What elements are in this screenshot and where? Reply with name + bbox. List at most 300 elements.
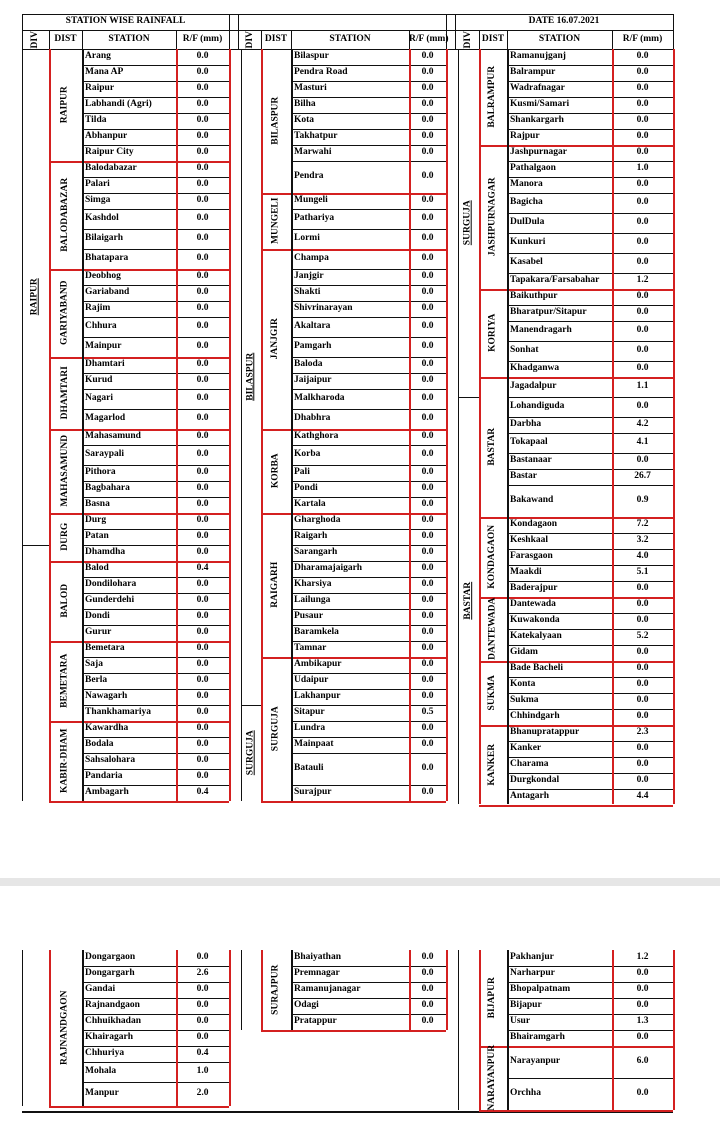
district-label-label: MAHASAMUND [59,435,70,507]
grid-line [507,485,673,486]
grid-line [82,657,229,658]
grid-line [82,950,84,1106]
station-rainfall: 0.0 [196,99,209,109]
grid-line [291,81,446,82]
grid-line [82,249,229,250]
grid-line [507,773,673,774]
station-name: Dharamajaigarh [294,563,363,573]
station-rainfall: 0.0 [196,659,209,669]
district-label [261,193,291,249]
grid-line [446,49,448,801]
station-name: Usur [510,1016,531,1026]
station-name: Sahsalohara [85,755,136,765]
station-name: Deobhog [85,271,121,281]
station-rainfall: 0.4 [196,563,209,573]
station-rainfall: 0.0 [421,952,434,962]
station-name: Gharghoda [294,515,341,525]
district-label-label: SUKMA [487,675,498,711]
station-rainfall: 2.3 [636,727,649,737]
district-label-label: DURG [59,523,70,551]
station-name: Pithora [85,467,116,477]
district-label-label: JANJGIR [270,318,281,360]
grid-line [82,593,229,594]
station-name: Dongargaon [85,952,136,962]
station-name: Mungeli [294,195,328,205]
division-label-label: BASTAR [462,582,473,620]
station-name: Manpur [85,1088,119,1098]
station-rainfall: 0.0 [196,195,209,205]
station-rainfall: 0.9 [636,495,649,505]
district-label-label: RAIGARH [270,562,281,608]
station-name: Chhura [85,321,117,331]
grid-line [291,97,446,98]
grid-line [22,30,673,31]
station-name: Narayanpur [510,1056,561,1066]
station-name: Kota [294,115,315,125]
grid-line [82,445,229,446]
district-label [49,641,82,721]
grid-line [291,625,446,626]
station-rainfall: 0.0 [196,531,209,541]
district-label-label: DHAMTARI [59,366,70,420]
station-name: Batauli [294,763,324,773]
station-rainfall: 0.0 [196,375,209,385]
station-name: Ramanujganj [510,51,566,61]
station-rainfall: 0.0 [196,147,209,157]
district-label [479,49,507,145]
station-name: Korba [294,449,321,459]
grid-line [82,97,229,98]
grid-line [291,357,446,358]
station-rainfall: 0.0 [636,401,649,411]
station-rainfall: 0.0 [421,271,434,281]
station-name: Bastanaar [510,455,552,465]
station-name: Pendra Road [294,67,348,77]
grid-line [507,417,673,418]
station-rainfall: 0.0 [421,659,434,669]
station-name: Bhatapara [85,253,129,263]
division-label [458,397,479,805]
grid-line [261,950,263,1030]
header-div-2 [458,30,479,49]
station-name: Pandaria [85,771,123,781]
station-name: Durgkondal [510,775,560,785]
grid-line [291,641,446,642]
station-name: Kanker [510,743,542,753]
grid-line [507,966,673,967]
station-rainfall: 5.1 [636,567,649,577]
grid-line [22,950,23,1106]
station-rainfall: 0.0 [636,217,649,227]
station-name: Balodabazar [85,163,137,173]
station-rainfall: 0.0 [636,99,649,109]
grid-line [22,545,49,546]
station-rainfall: 0.0 [636,647,649,657]
station-rainfall: 0.0 [421,449,434,459]
grid-line [507,549,673,550]
station-rainfall: 0.0 [421,499,434,509]
grid-line [507,789,673,790]
grid-line [291,950,293,1030]
district-label [479,597,507,661]
station-name: Lailunga [294,595,331,605]
grid-line [507,645,673,646]
station-name: Marwahi [294,147,332,157]
station-name: Tilda [85,115,107,125]
grid-line [82,301,229,302]
district-label-label: RAIPUR [59,86,70,124]
station-name: Premnagar [294,968,340,978]
station-rainfall: 0.0 [196,287,209,297]
station-rainfall: 0.0 [196,253,209,263]
station-rainfall: 0.0 [636,83,649,93]
district-label [479,145,507,289]
grid-line [507,1030,673,1031]
grid-line [82,737,229,738]
station-rainfall: 3.2 [636,535,649,545]
division-label [241,49,261,705]
station-rainfall: 1.3 [636,1016,649,1026]
station-name: Lormi [294,233,320,243]
grid-line [291,145,446,146]
district-label [479,661,507,725]
station-rainfall: 0.0 [421,131,434,141]
header-rf-2: R/F (mm) [622,33,663,44]
station-name: Masturi [294,83,327,93]
station-name: Baikuthpur [510,291,558,301]
station-rainfall: 0.0 [636,695,649,705]
grid-line [82,753,229,754]
station-name: Takhatpur [294,131,338,141]
station-name: Gurur [85,627,112,637]
grid-line [49,49,51,801]
station-rainfall: 0.0 [196,984,209,994]
district-label [261,513,291,657]
grid-line [291,285,446,286]
station-rainfall: 2.6 [196,968,209,978]
station-name: Baderajpur [510,583,558,593]
header-div-0 [22,30,49,49]
station-rainfall: 0.0 [421,147,434,157]
station-rainfall: 0.0 [636,711,649,721]
grid-line [291,229,446,230]
station-name: Bhairamgarh [510,1032,565,1042]
grid-line [507,233,673,234]
grid-line [507,1046,673,1048]
station-rainfall: 0.0 [421,233,434,243]
station-name: Dhamdha [85,547,126,557]
title-station-wise-rainfall: STATION WISE RAINFALL [65,16,186,26]
station-rainfall: 0.0 [421,115,434,125]
station-name: Bhopalpatnam [510,984,571,994]
grid-line [507,253,673,254]
station-name: Saraypali [85,449,125,459]
station-name: Simga [85,195,111,205]
grid-line [507,397,673,398]
grid-line [261,801,291,803]
district-label [49,269,82,357]
station-rainfall: 0.0 [421,359,434,369]
station-name: Mainpur [85,341,122,351]
station-name: Patan [85,531,109,541]
station-name: Ambikapur [294,659,342,669]
station-name: Dondi [85,611,110,621]
grid-line [507,129,673,130]
legend-item-isolated [238,1065,447,1087]
grid-line [673,14,674,49]
station-rainfall: 0.0 [196,271,209,281]
division-label [22,49,49,545]
station-rainfall: 0.5 [421,707,434,717]
grid-line [82,389,229,390]
district-label-label: MUNGELI [270,197,281,245]
station-name: Chhuikhadan [85,1016,141,1026]
station-name: Bagbahara [85,483,130,493]
station-name: Gariaband [85,287,130,297]
station-name: Khairagarh [85,1032,134,1042]
station-name: Pamgarh [294,341,332,351]
grid-line [82,1106,229,1108]
grid-line [82,481,229,482]
district-label-label: SURAJPUR [270,964,281,1016]
grid-line [229,950,231,1106]
grid-line [507,982,673,983]
station-name: Shakti [294,287,321,297]
grid-line [291,317,446,318]
grid-line [49,801,82,803]
station-name: Kathghora [294,431,339,441]
grid-line [82,982,229,983]
grid-line [507,305,673,306]
station-rainfall: 0.0 [196,547,209,557]
grid-line [82,65,229,66]
grid-line [507,377,673,379]
title-date: DATE 16.07.2021 [528,16,600,26]
station-rainfall: 0.0 [421,321,434,331]
district-label [261,950,291,1030]
district-label-label: KANKER [487,744,498,786]
station-rainfall: 0.0 [421,195,434,205]
grid-line [291,982,446,983]
grid-line [82,1082,229,1083]
grid-line [229,14,230,49]
grid-line [507,161,673,162]
station-rainfall: 0.0 [636,1032,649,1042]
station-rainfall: 0.0 [196,1000,209,1010]
station-name: Baramkela [294,627,339,637]
grid-line [176,49,178,801]
station-rainfall: 0.0 [421,483,434,493]
district-label [261,249,291,429]
station-name: Thankhamariya [85,707,151,717]
station-rainfall: 0.0 [196,515,209,525]
grid-line [291,577,446,578]
station-rainfall: 0.0 [196,179,209,189]
header-rf-0: R/F (mm) [182,33,223,44]
station-rainfall: 0.0 [196,739,209,749]
grid-line [291,409,446,410]
grid-line [82,49,84,801]
grid-line [291,545,446,546]
grid-line [291,673,446,674]
grid-line [82,465,229,466]
station-rainfall: 0.0 [421,739,434,749]
district-label-label: KONDAGAON [487,525,498,589]
grid-line [82,81,229,82]
grid-line [507,1110,673,1112]
district-label-label: BALRAMPUR [487,66,498,128]
station-name: Abhanpur [85,131,128,141]
station-name: Bemetara [85,643,125,653]
grid-line [507,565,673,566]
station-name: Labhandi (Agri) [85,99,152,109]
station-name: Lundra [294,723,326,733]
station-rainfall: 0.0 [421,375,434,385]
station-name: Kharsiya [294,579,332,589]
station-rainfall: 0.0 [196,643,209,653]
station-name: Khadganwa [510,363,560,373]
grid-line [291,445,446,446]
station-name: Nawagarh [85,691,128,701]
grid-line [82,177,229,178]
grid-line [507,113,673,114]
station-name: Palari [85,179,110,189]
station-rainfall: 0.0 [421,787,434,797]
grid-line [507,193,673,194]
district-label-label: RAJNANDGAON [59,990,70,1066]
station-name: Pathariya [294,213,335,223]
division-label [241,705,261,801]
station-name: Mohala [85,1066,117,1076]
station-rainfall: 0.0 [421,67,434,77]
station-rainfall: 0.0 [421,595,434,605]
station-rainfall: 0.0 [196,595,209,605]
station-rainfall: 0.0 [421,579,434,589]
station-rainfall: 0.0 [421,253,434,263]
station-rainfall: 26.7 [634,471,651,481]
district-label-label: BILASPUR [270,96,281,146]
grid-line [291,593,446,594]
station-name: Pondi [294,483,318,493]
header-div-0-label: DIV [29,30,40,49]
station-name: Gidam [510,647,538,657]
grid-line [507,81,673,82]
station-rainfall: 0.0 [636,307,649,317]
station-rainfall: 0.0 [636,257,649,267]
station-rainfall: 1.2 [636,275,649,285]
station-name: Kurud [85,375,113,385]
station-name: Bilaigarh [85,233,124,243]
district-label [261,657,291,801]
station-rainfall: 0.0 [636,237,649,247]
station-name: Dondilohara [85,579,137,589]
grid-line [507,361,673,362]
grid-line [82,373,229,374]
grid-line [22,49,673,50]
station-name: DulDula [510,217,545,227]
grid-line [409,49,411,801]
grid-line [238,14,239,49]
station-name: Bijapur [510,1000,542,1010]
district-label [261,429,291,513]
station-rainfall: 0.0 [196,467,209,477]
station-name: Pali [294,467,310,477]
station-name: Tamnar [294,643,327,653]
station-rainfall: 1.0 [636,163,649,173]
station-name: Kusmi/Samari [510,99,570,109]
district-label [49,49,82,161]
grid-line [507,613,673,614]
grid-line [291,753,446,754]
district-label-label: BALODABAZAR [59,178,70,252]
grid-line [291,373,446,374]
station-name: Bagicha [510,197,543,207]
station-rainfall: 0.0 [636,759,649,769]
district-label-label: JASHPURNAGAR [487,177,498,257]
station-rainfall: 0.0 [421,287,434,297]
station-name: Bakawand [510,495,554,505]
grid-line [507,65,673,66]
district-label [49,357,82,429]
station-name: Ambagarh [85,787,129,797]
grid-line [507,433,673,434]
station-rainfall: 0.0 [636,984,649,994]
grid-line [507,693,673,694]
district-label [261,49,291,193]
station-name: Udaipur [294,675,329,685]
station-name: Kunkuri [510,237,546,247]
division-label-label: SURGUJA [462,200,473,246]
station-rainfall: 0.0 [636,51,649,61]
station-name: Sarangarh [294,547,338,557]
grid-line [82,193,229,194]
station-rainfall: 0.0 [421,643,434,653]
rainfall-sheet-page-2 [0,950,720,1125]
station-rainfall: 0.0 [421,341,434,351]
station-name: Rajnandgaon [85,1000,140,1010]
station-name: Sonhat [510,345,539,355]
station-name: Durg [85,515,107,525]
grid-line [507,273,673,274]
grid-line [479,805,507,807]
grid-line [22,14,673,15]
station-name: Tokapaal [510,437,548,447]
station-name: Rajim [85,303,111,313]
station-rainfall: 0.0 [421,171,434,181]
grid-line [291,609,446,610]
station-name: Magarlod [85,413,126,423]
page-separator [0,878,720,886]
grid-line [291,481,446,482]
station-rainfall: 0.0 [636,67,649,77]
station-rainfall: 0.0 [636,743,649,753]
grid-line [458,950,459,1110]
grid-line [291,161,446,162]
station-name: Rajpur [510,131,540,141]
grid-line [507,805,673,807]
station-rainfall: 0.0 [636,345,649,355]
station-rainfall: 0.0 [636,363,649,373]
station-rainfall: 5.2 [636,631,649,641]
grid-line [291,966,446,967]
station-rainfall: 0.0 [196,393,209,403]
station-rainfall: 0.0 [421,675,434,685]
station-name: Champa [294,253,329,263]
grid-line [82,1062,229,1063]
district-label-label: BEMETARA [59,653,70,709]
grid-line [82,1030,229,1031]
station-name: Raipur City [85,147,134,157]
